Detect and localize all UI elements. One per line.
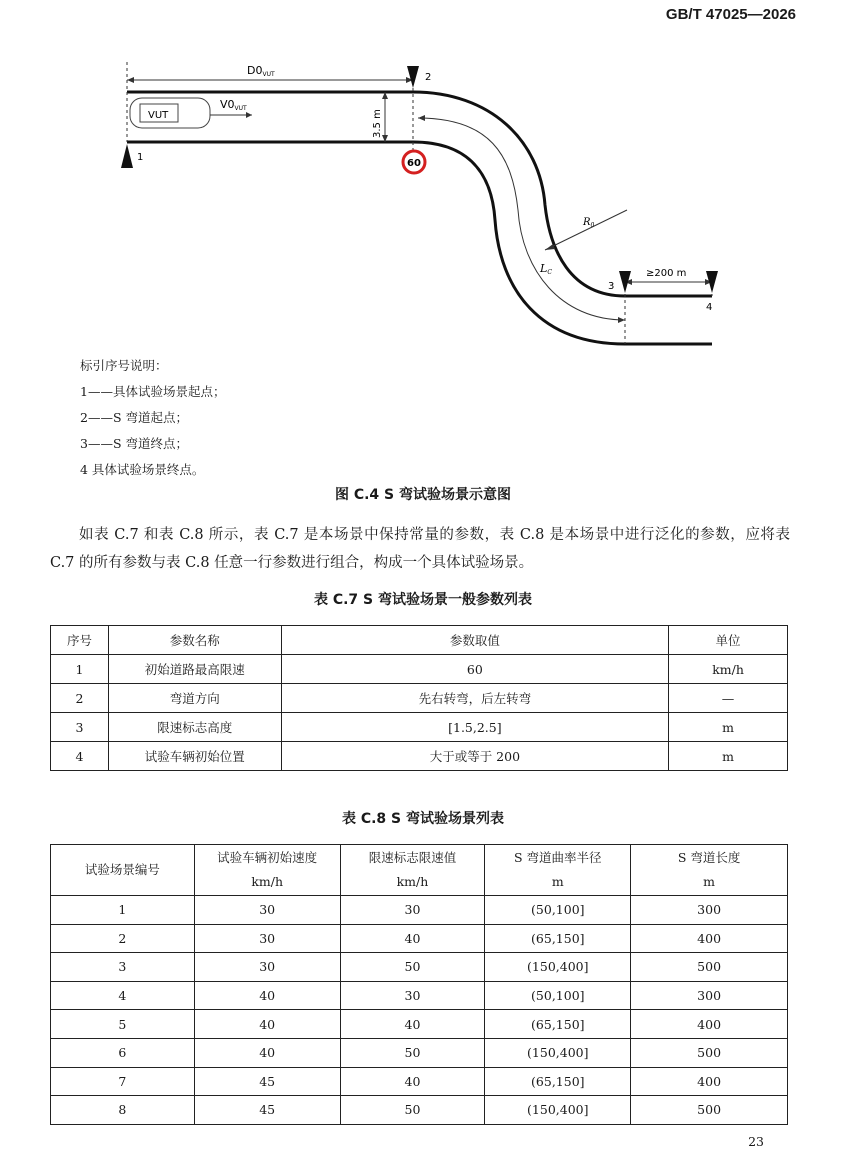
table-cell: 限速标志高度 [108,713,281,742]
arc-length-label: LC [540,262,552,276]
table-cell: 400 [631,1067,788,1096]
standard-number: GB/T 47025—2026 [665,6,796,23]
radius-label: $R_0$ [583,217,595,229]
table-cell: 60 [281,655,668,684]
table-cell: 50 [340,1038,485,1067]
table-row [51,953,788,982]
table-cell: 40 [340,924,485,953]
d0-label: D0VUT [247,64,275,78]
legend-item: 1——具体试验场景起点； [80,384,226,399]
table-cell: 45 [194,1096,340,1125]
table-cell: 2 [51,684,109,713]
table-header-cell: 参数名称 [108,626,281,655]
table-c8 [50,844,788,1125]
table-cell: 40 [194,981,340,1010]
table-cell: — [669,684,788,713]
legend-item: 2——S 弯道起点； [80,410,188,425]
table-cell: 3 [51,713,109,742]
radius-line [545,210,627,250]
legend-item: 4 具体试验场景终点。 [80,462,205,477]
table-cell: 45 [194,1067,340,1096]
table-cell: km/h [669,655,788,684]
table-cell: m [669,713,788,742]
table-row [51,1010,788,1039]
svg-text:1: 1 [137,152,144,163]
table-cell: (150,400] [485,1096,631,1125]
svg-text:2: 2 [425,72,432,83]
speed-limit-value: 60 [407,158,421,169]
legend-item: 3——S 弯道终点； [80,436,188,451]
table-cell: 8 [51,1096,195,1125]
figure-caption: 图 C.4 S 弯试验场景示意图 [334,487,512,503]
table-header-cell: 单位 [669,626,788,655]
table-cell: 30 [194,953,340,982]
table-cell: (65,150] [485,1067,631,1096]
table-row [51,684,788,713]
table-header-cell: 序号 [51,626,109,655]
table-cell: 弯道方向 [108,684,281,713]
marker-2-icon [407,66,419,88]
table-cell: (50,100] [485,896,631,925]
table-cell: 40 [194,1010,340,1039]
table-cell: 40 [340,1010,485,1039]
table-cell: 初始道路最高限速 [108,655,281,684]
table-header-cell: 参数取值 [281,626,668,655]
table-c7 [50,625,788,771]
table-cell: 5 [51,1010,195,1039]
table-header-cell: S 弯道曲率半径 m [485,845,631,896]
table-cell: (65,150] [485,924,631,953]
table-cell: (150,400] [485,953,631,982]
table-cell: (150,400] [485,1038,631,1067]
table-header-row [51,845,788,896]
table-cell: 30 [340,981,485,1010]
table-header-cell: 试验车辆初始速度 km/h [194,845,340,896]
table-cell: 40 [340,1067,485,1096]
table-cell: 1 [51,896,195,925]
figure-legend [80,353,225,483]
table-row [51,742,788,771]
table-cell: 500 [631,953,788,982]
table-cell: 50 [340,953,485,982]
svg-text:4: 4 [706,302,713,313]
table-cell: 500 [631,1038,788,1067]
table-cell: 1 [51,655,109,684]
table-header-cell: 限速标志限速值 km/h [340,845,485,896]
vehicle-label: VUT [148,110,169,121]
table-row [51,896,788,925]
table-cell: 40 [194,1038,340,1067]
body-paragraph: 如表 C.7 和表 C.8 所示，表 C.7 是本场景中保持常量的参数，表 C.8 是本场景中进行泛化的参数，应将表 C.7 的所有参数与表 C.8 任意一行参数进行组合，构成一个具体试验场景。 [50,527,790,571]
table-cell: 3 [51,953,195,982]
table-c8-caption: 表 C.8 S 弯试验场景列表 [341,811,505,827]
table-cell: 400 [631,1010,788,1039]
table-cell: 4 [51,742,109,771]
table-cell: 30 [340,896,485,925]
distance-label: ≥200 m [646,268,687,279]
table-c7-caption: 表 C.7 S 弯试验场景一般参数列表 [313,592,533,608]
table-cell: 2 [51,924,195,953]
table-row [51,981,788,1010]
table-row [51,713,788,742]
table-row [51,1096,788,1125]
table-cell: (50,100] [485,981,631,1010]
page-number: 23 [748,1134,764,1149]
v0-label: V0VUT [220,98,247,112]
table-cell: 300 [631,896,788,925]
table-header-cell: 试验场景编号 [51,845,195,896]
table-header-cell: S 弯道长度 m [631,845,788,896]
s-curve-inner-edge [413,142,712,344]
table-cell: m [669,742,788,771]
table-row [51,655,788,684]
table-cell: 30 [194,896,340,925]
table-cell: [1.5,2.5] [281,713,668,742]
table-row [51,1038,788,1067]
table-cell: (65,150] [485,1010,631,1039]
table-cell: 30 [194,924,340,953]
table-row [51,1067,788,1096]
legend-title: 标引序号说明： [80,358,168,373]
table-cell: 大于或等于 200 [281,742,668,771]
table-cell: 500 [631,1096,788,1125]
table-cell: 先右转弯，后左转弯 [281,684,668,713]
table-row [51,924,788,953]
table-cell: 300 [631,981,788,1010]
table-cell: 6 [51,1038,195,1067]
table-cell: 4 [51,981,195,1010]
svg-text:3: 3 [608,281,615,292]
table-cell: 400 [631,924,788,953]
table-header-row [51,626,788,655]
table-cell: 7 [51,1067,195,1096]
table-cell: 50 [340,1096,485,1125]
width-label: 3.5 m [372,109,383,138]
marker-1-icon [121,144,133,168]
table-cell: 试验车辆初始位置 [108,742,281,771]
